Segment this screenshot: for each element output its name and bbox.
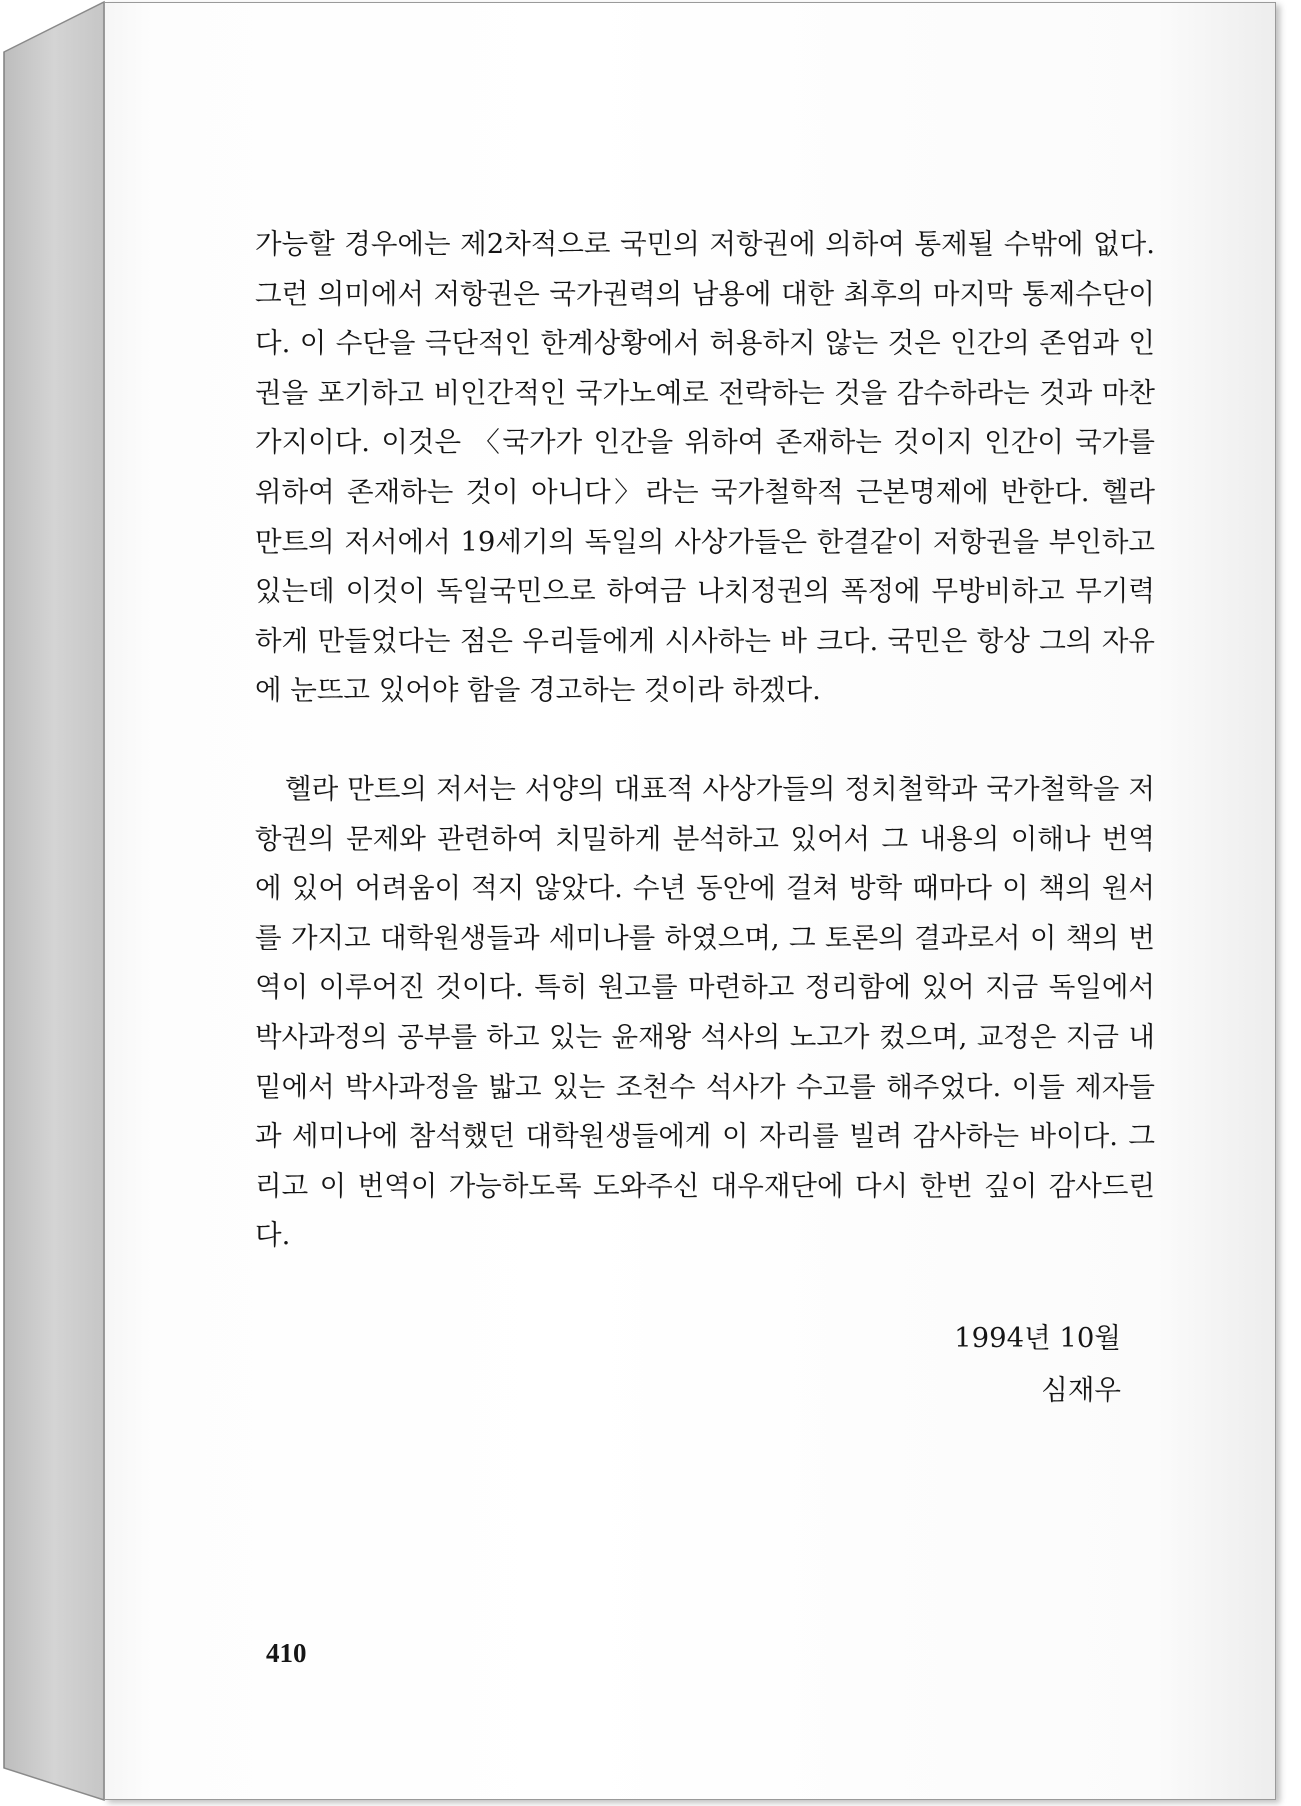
signature-block — [954, 1312, 1121, 1416]
paragraph-2: 헬라 만트의 저서는 서양의 대표적 사상가들의 정치철학과 국가철학을 저항권의 문제와 관련하여 치밀하게 분석하고 있어서 그 내용의 이해나 번역에 있어 어려움이 적지 않았다. 수년 동안에 걸쳐 방학 때마다 이 책의 원서를 가지고 대학원생들과 세미나를 하였으며, 그 토론의 결과로서 이 책의 번역이 이루어진 것이다. 특히 원고를 마련하고 정리함에 있어 지금 독일에서 박사과정의 공부를 하고 있는 윤재왕 석사의 노고가 컸으며, 교정은 지금 내 밑에서 박사과정을 밟고 있는 조천수 석사가 수고를 해주었다. 이들 제자들과 세미나에 참석했던 대학원생들에게 이 자리를 빌려 감사하는 바이다. 그리고 이 번역이 가능하도록 도와주신 대우재단에 다시 한번 깊이 감사드린다. — [255, 772, 1155, 1252]
signature-date: 1994년 10월 — [954, 1322, 1121, 1354]
page-number: 410 — [266, 1638, 307, 1668]
page-body — [255, 220, 1155, 1261]
paragraph-spacer — [255, 716, 1155, 765]
paragraph-1: 가능할 경우에는 제2차적으로 국민의 저항권에 의하여 통제될 수밖에 없다. 그런 의미에서 저항권은 국가권력의 남용에 대한 최후의 마지막 통제수단이다. 이 수단을 극단적인 한계상황에서 허용하지 않는 것은 인간의 존엄과 인권을 포기하고 비인간적인 국가노예로 전락하는 것을 감수하라는 것과 마찬가지이다. 이것은 〈국가가 인간을 위하여 존재하는 것이지 인간이 국가를 위하여 존재하는 것이 아니다〉라는 국가철학적 근본명제에 반한다. 헬라 만트의 저서에서 19세기의 독일의 사상가들은 한결같이 저항권을 부인하고 있는데 이것이 독일국민으로 하여금 나치정권의 폭정에 무방비하고 무기력하게 만들었다는 점은 우리들에게 시사하는 바 크다. 국민은 항상 그의 자유에 눈뜨고 있어야 함을 경고하는 것이라 하겠다. — [255, 228, 1155, 707]
signature-author: 심재우 — [1041, 1374, 1121, 1406]
